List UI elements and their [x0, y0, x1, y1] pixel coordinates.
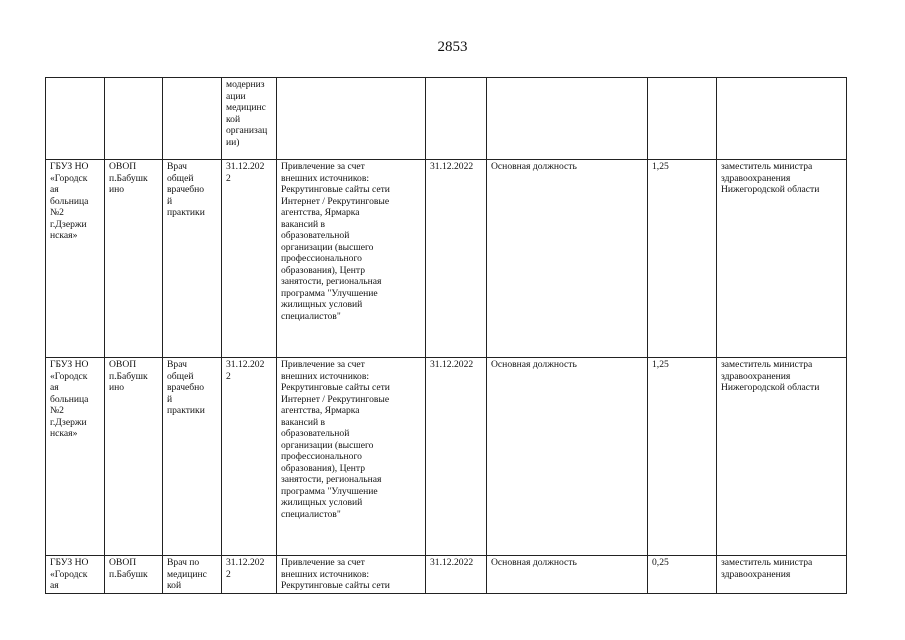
subdivision-cell	[105, 160, 163, 358]
cell-text-line: Привлечение за счет	[281, 161, 365, 172]
cell-text-line: Привлечение за счет	[281, 557, 365, 568]
date-cell	[222, 358, 277, 556]
cell-text-line: внешних источников:	[281, 172, 370, 184]
table-cell	[46, 78, 105, 160]
cell-text-line: врачебно	[167, 382, 205, 393]
cell-text-line: «Городск	[50, 172, 88, 184]
position-cell	[163, 358, 222, 556]
deadline-cell: 31.12.2022	[426, 160, 487, 358]
cell-text-line: жилищных условий	[281, 497, 363, 508]
cell-text-line: практики	[167, 405, 205, 416]
cell-text-line: кой	[167, 580, 182, 591]
cell-text-line: п.Бабушк	[109, 370, 148, 382]
cell-text-line: ая	[50, 184, 59, 195]
table-cell	[105, 78, 163, 160]
cell-text-line: г.Дзержи	[50, 416, 87, 428]
rate-cell: 1,25	[648, 160, 717, 358]
table-row	[46, 78, 847, 160]
cell-text-line: заместитель министра	[721, 161, 813, 172]
table-row	[46, 556, 847, 594]
cell-text-line: организац	[226, 125, 268, 136]
measures-cell	[277, 160, 426, 358]
cell-text-line: нская»	[50, 230, 78, 241]
cell-text-line: агентства, Ярмарка	[281, 405, 360, 416]
cell-text-line: Интернет / Рекрутинговые	[281, 195, 390, 207]
cell-text-line: 31.12.202	[226, 359, 265, 370]
cell-text-line: агентства, Ярмарка	[281, 207, 360, 218]
cell-text-line: Нижегородской области	[721, 184, 820, 195]
table-cell	[222, 78, 277, 160]
cell-text-line: образования), Центр	[281, 264, 366, 276]
cell-text-line: й	[167, 393, 173, 405]
cell-text-line: программа "Улучшение	[281, 485, 378, 497]
cell-text-line: Рекрутинговые сайты сети	[281, 382, 390, 393]
cell-text-line: «Городск	[50, 568, 88, 580]
cell-text-line: заместитель министра	[721, 359, 813, 370]
cell-text-line: ОВОП	[109, 359, 137, 370]
staffing-table	[45, 77, 847, 594]
responsible-cell	[717, 556, 847, 594]
cell-text-line: «Городск	[50, 370, 88, 382]
table-row	[46, 358, 847, 556]
cell-text-line: заместитель министра	[721, 557, 813, 568]
cell-text-line: жилищных условий	[281, 299, 363, 310]
cell-text-line: программа "Улучшение	[281, 287, 378, 299]
organization-cell	[46, 556, 105, 594]
table-row	[46, 160, 847, 358]
job-type-cell: Основная должность	[487, 556, 648, 594]
table-cell	[277, 78, 426, 160]
deadline-cell: 31.12.2022	[426, 556, 487, 594]
date-cell	[222, 556, 277, 594]
cell-text-line: ации	[226, 90, 246, 102]
cell-text-line: общей	[167, 172, 194, 184]
cell-text-line: п.Бабушк	[109, 568, 148, 580]
cell-text-line: образовательной	[281, 230, 350, 241]
cell-text-line: вакансий в	[281, 218, 326, 230]
cell-text-line: Привлечение за счет	[281, 359, 365, 370]
cell-text-line: ая	[50, 382, 59, 393]
cell-text-line: организации (высшего	[281, 241, 374, 253]
cell-text-line: образовательной	[281, 428, 350, 439]
position-cell	[163, 556, 222, 594]
cell-text-line: ая	[50, 580, 59, 591]
cell-text-line: ино	[109, 382, 125, 393]
job-type-cell: Основная должность	[487, 358, 648, 556]
organization-cell	[46, 358, 105, 556]
position-cell	[163, 160, 222, 358]
measures-cell	[277, 556, 426, 594]
cell-text-line: №2	[50, 405, 64, 416]
cell-text-line: Рекрутинговые сайты сети	[281, 580, 390, 591]
cell-text-line: ГБУЗ НО	[50, 359, 89, 370]
cell-text-line: внешних источников:	[281, 568, 370, 580]
rate-cell: 0,25	[648, 556, 717, 594]
cell-text-line: общей	[167, 370, 194, 382]
cell-text-line: Врач	[167, 359, 187, 370]
cell-text-line: здравоохранения	[721, 370, 791, 382]
table-cell	[426, 78, 487, 160]
cell-text-line: ГБУЗ НО	[50, 557, 89, 568]
cell-text-line: Интернет / Рекрутинговые	[281, 393, 390, 405]
cell-text-line: ОВОП	[109, 557, 137, 568]
cell-text-line: Врач	[167, 161, 187, 172]
cell-text-line: образования), Центр	[281, 462, 366, 474]
job-type-cell: Основная должность	[487, 160, 648, 358]
cell-text-line: специалистов"	[281, 310, 341, 322]
cell-text-line: здравоохранения	[721, 172, 791, 184]
cell-text-line: специалистов"	[281, 508, 341, 520]
cell-text-line: 2	[226, 172, 231, 184]
cell-text-line: 31.12.202	[226, 557, 265, 568]
cell-text-line: вакансий в	[281, 416, 326, 428]
cell-text-line: занятости, региональная	[281, 276, 382, 287]
organization-cell	[46, 160, 105, 358]
responsible-cell	[717, 160, 847, 358]
cell-text-line: п.Бабушк	[109, 172, 148, 184]
cell-text-line: организации (высшего	[281, 439, 374, 451]
cell-text-line: ОВОП	[109, 161, 137, 172]
deadline-cell: 31.12.2022	[426, 358, 487, 556]
cell-text-line: ГБУЗ НО	[50, 161, 89, 172]
page-number: 2853	[437, 39, 468, 55]
cell-text-line: кой	[226, 113, 241, 125]
cell-text-line: практики	[167, 207, 205, 218]
cell-text-line: ии)	[226, 136, 240, 148]
cell-text-line: занятости, региональная	[281, 474, 382, 485]
table-cell	[487, 78, 648, 160]
cell-text-line: Нижегородской области	[721, 382, 820, 393]
cell-text-line: медицинс	[226, 102, 266, 113]
table-cell	[163, 78, 222, 160]
cell-text-line: больница	[50, 195, 89, 207]
cell-text-line: больница	[50, 393, 89, 405]
cell-text-line: врачебно	[167, 184, 205, 195]
responsible-cell	[717, 358, 847, 556]
cell-text-line: Рекрутинговые сайты сети	[281, 184, 390, 195]
cell-text-line: внешних источников:	[281, 370, 370, 382]
cell-text-line: здравоохранения	[721, 568, 791, 580]
cell-text-line: профессионального	[281, 451, 362, 462]
cell-text-line: №2	[50, 207, 64, 218]
rate-cell: 1,25	[648, 358, 717, 556]
subdivision-cell	[105, 556, 163, 594]
measures-cell	[277, 358, 426, 556]
table-cell	[717, 78, 847, 160]
cell-text-line: 2	[226, 568, 231, 580]
cell-text-line: Врач по	[167, 557, 200, 568]
cell-text-line: й	[167, 195, 173, 207]
cell-text-line: 31.12.202	[226, 161, 265, 172]
table-cell	[648, 78, 717, 160]
cell-text-line: г.Дзержи	[50, 218, 87, 230]
cell-text-line: профессионального	[281, 253, 362, 264]
subdivision-cell	[105, 358, 163, 556]
cell-text-line: 2	[226, 370, 231, 382]
cell-text-line: нская»	[50, 428, 78, 439]
cell-text-line: медицинс	[167, 568, 207, 580]
cell-text-line: ино	[109, 184, 125, 195]
date-cell	[222, 160, 277, 358]
cell-text-line: модерниз	[226, 79, 265, 90]
